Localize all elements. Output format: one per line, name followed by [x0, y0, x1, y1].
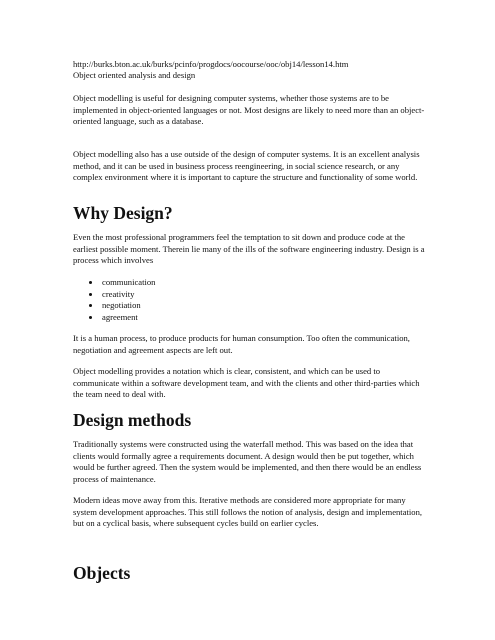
design-methods-paragraph-2: Modern ideas move away from this. Iterative methods are considered more appropriate for many system development approaches. This still follows the notion of analysis, design and implementation, but on a cyclical basis, where subsequent cycles build on earlier cycles.	[73, 495, 423, 529]
bullet-icon	[89, 293, 92, 296]
intro-paragraph-2: Object modelling also has a use outside of the design of computer systems. It is an excellent analysis method, and it can be used in business process reengineering, in social science research, or any complex environment where it is important to capture the structure and functionality of some world.	[73, 149, 420, 183]
list-item-text: communication	[102, 277, 156, 287]
why-design-paragraph-1: Even the most professional programmers feel the temptation to sit down and produce code at the earliest possible moment. Therein lie many of the ills of the software engineering industry. Design is a process which involves	[73, 232, 425, 266]
list-item-text: negotiation	[102, 300, 141, 311]
bullet-icon	[89, 281, 92, 284]
page-subtitle: Object oriented analysis and design	[73, 70, 196, 80]
list-item	[89, 300, 155, 312]
why-design-paragraph-3: Object modelling provides a notation which is clear, consistent, and which can be used to communicate within a software development team, and with the clients and other third-parties which the team need to deal with.	[73, 366, 420, 400]
heading-objects: Objects	[73, 563, 131, 583]
list-item	[89, 289, 155, 301]
list-item-text: creativity	[102, 288, 135, 299]
bullet-icon	[89, 304, 92, 307]
heading-why-design: Why Design?	[73, 203, 173, 223]
why-design-paragraph-2: It is a human process, to produce products for human consumption. Too often the communication, negotiation and agreement aspects are left out.	[73, 333, 410, 355]
design-methods-paragraph-1: Traditionally systems were constructed using the waterfall method. This was based on the idea that clients would formally agree a requirements document. A design would then be put together, which would be further agreed. Then the system would be implemented, and then there would be an endless process of maintenance.	[73, 439, 422, 485]
source-url: http://burks.bton.ac.uk/burks/pcinfo/progdocs/oocourse/ooc/obj14/lesson14.htm	[73, 59, 349, 69]
design-activities-list	[89, 277, 155, 324]
bullet-icon	[89, 316, 92, 319]
heading-design-methods: Design methods	[73, 410, 192, 430]
list-item	[89, 312, 155, 324]
intro-paragraph-1: Object modelling is useful for designing computer systems, whether those systems are to be implemented in object-oriented languages or not. Most designs are likely to need more than an object-oriented language, such as a database.	[73, 93, 425, 127]
list-item	[89, 277, 155, 289]
list-item-text: agreement	[102, 312, 138, 323]
